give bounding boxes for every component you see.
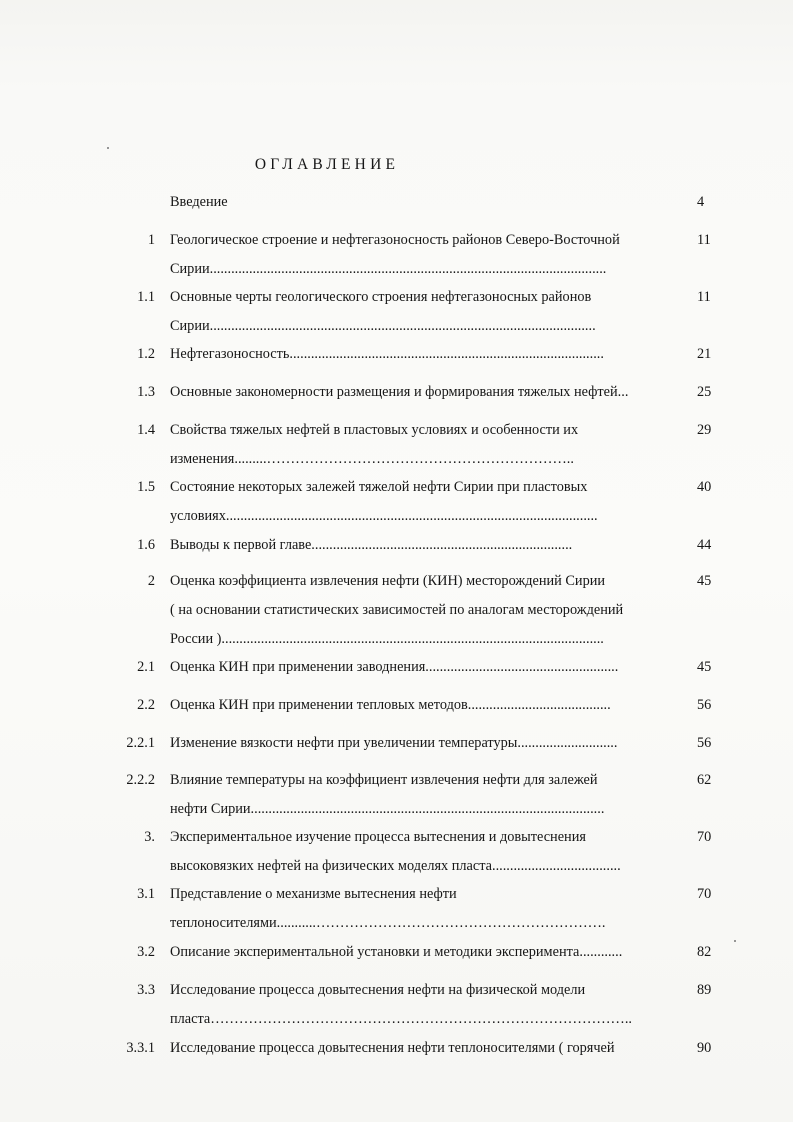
toc-entry-number: 3.1 [137, 886, 155, 902]
toc-entry-line: Исследование процесса довытеснения нефти на физической модели [170, 982, 586, 998]
toc-entry-line: пласта…………………………………………………………………………….. [170, 1011, 633, 1027]
toc-page-number: 4 [697, 194, 705, 210]
toc-page-number: 89 [697, 982, 712, 998]
toc-entry-title [170, 573, 690, 660]
toc-entry-title [170, 194, 690, 223]
toc-entry-line: условиях........................................................................................................ [170, 508, 598, 524]
toc-entry-title [170, 944, 690, 973]
toc-entry-title [170, 735, 690, 764]
toc-title: ОГЛАВЛЕНИЕ [254, 156, 400, 173]
toc-entry-line: Состояние некоторых залежей тяжелой нефти Сирии при пластовых [170, 479, 588, 495]
toc-page-number: 56 [697, 697, 712, 713]
toc-entry-number: 1 [147, 232, 155, 248]
toc-entry-line: России )........................................................................................................... [170, 631, 604, 647]
toc-entry-line: Влияние температуры на коэффициент извлечения нефти для залежей [170, 772, 598, 788]
toc-entry-number: 2.2.2 [126, 772, 155, 788]
toc-entry-number: 1.5 [137, 479, 155, 495]
toc-entry-line: теплоносителями...........……………………………………………………. [170, 915, 606, 931]
toc-entry-number: 1.6 [137, 537, 155, 553]
toc-entry-line: Сирии............................................................................................................... [170, 261, 607, 277]
toc-entry-line: Оценка коэффициента извлечения нефти (КИН) месторождений Сирии [170, 573, 606, 589]
toc-entry-number: 3.3.1 [126, 1040, 155, 1056]
toc-entry-number: 2.1 [137, 659, 155, 675]
toc-entry-line: Основные черты геологического строения нефтегазоносных районов [170, 289, 592, 305]
toc-entry-line: Сирии............................................................................................................ [170, 318, 596, 334]
toc-entry-line: Представление о механизме вытеснения нефти [170, 886, 457, 902]
toc-entry-number: 2.2 [137, 697, 155, 713]
toc-entry-line: Основные закономерности размещения и формирования тяжелых нефтей... [170, 384, 629, 400]
toc-entry-line: Изменение вязкости нефти при увеличении температуры............................ [170, 735, 618, 751]
toc-page-number: 40 [697, 479, 712, 495]
toc-page-number: 11 [697, 289, 711, 305]
toc-entry-number: 1.1 [137, 289, 155, 305]
toc-entry-line: Оценка КИН при применении заводнения...................................................... [170, 659, 619, 675]
toc-entry-title [170, 289, 690, 347]
toc-entry-title [170, 982, 690, 1040]
toc-page-number: 45 [697, 659, 712, 675]
toc-entry-number: 3.3 [137, 982, 155, 998]
scan-speck [734, 940, 736, 942]
scan-speck [107, 147, 109, 149]
toc-entry-title [170, 537, 690, 566]
toc-entry-line: нефти Сирии................................................................................................... [170, 801, 605, 817]
toc-entry-title [170, 346, 690, 375]
toc-page-number: 70 [697, 886, 712, 902]
toc-entry-title [170, 697, 690, 726]
toc-page-number: 45 [697, 573, 712, 589]
toc-entry-title [170, 232, 690, 290]
toc-entry-title [170, 479, 690, 537]
toc-entry-title [170, 772, 690, 830]
toc-entry-number: 2 [147, 573, 155, 589]
toc-entry-line: высоковязких нефтей на физических моделях пласта.................................... [170, 858, 621, 874]
toc-page-number: 29 [697, 422, 712, 438]
toc-entry-line: Описание экспериментальной установки и методики эксперимента............ [170, 944, 623, 960]
toc-entry-line: изменения.........……………………………………………………….. [170, 451, 574, 467]
toc-entry-line: Экспериментальное изучение процесса вытеснения и довытеснения [170, 829, 586, 845]
toc-entry-line: Свойства тяжелых нефтей в пластовых условиях и особенности их [170, 422, 579, 438]
toc-entry-line: ( на основании статистических зависимостей по аналогам месторождений [170, 602, 624, 618]
toc-entry-title [170, 1040, 690, 1069]
toc-entry-title [170, 659, 690, 688]
toc-entry-number: 3.2 [137, 944, 155, 960]
toc-entry-number: 1.2 [137, 346, 155, 362]
toc-page-number: 44 [697, 537, 712, 553]
toc-entry-title [170, 384, 690, 413]
toc-entry-line: Оценка КИН при применении тепловых методов........................................ [170, 697, 611, 713]
toc-entry-number: 1.3 [137, 384, 155, 400]
toc-page-number: 56 [697, 735, 712, 751]
toc-entry-line: Геологическое строение и нефтегазоносность районов Северо-Восточной [170, 232, 620, 248]
toc-page-number: 25 [697, 384, 712, 400]
toc-entry-line: Исследование процесса довытеснения нефти теплоносителями ( горячей [170, 1040, 615, 1056]
toc-entry-title [170, 422, 690, 480]
toc-page-number: 90 [697, 1040, 712, 1056]
toc-entry-title [170, 886, 690, 944]
toc-entry-line: Выводы к первой главе......................................................................... [170, 537, 573, 553]
toc-entry-title [170, 829, 690, 887]
toc-entry-number: 1.4 [137, 422, 155, 438]
toc-page-number: 11 [697, 232, 711, 248]
toc-page-number: 70 [697, 829, 712, 845]
toc-entry-line: Введение [170, 194, 228, 210]
toc-page-number: 21 [697, 346, 712, 362]
toc-entry-line: Нефтегазоносность........................................................................................ [170, 346, 604, 362]
toc-page-number: 82 [697, 944, 712, 960]
toc-page-number: 62 [697, 772, 712, 788]
toc-entry-number: 2.2.1 [126, 735, 155, 751]
toc-entry-number: 3. [144, 829, 155, 845]
